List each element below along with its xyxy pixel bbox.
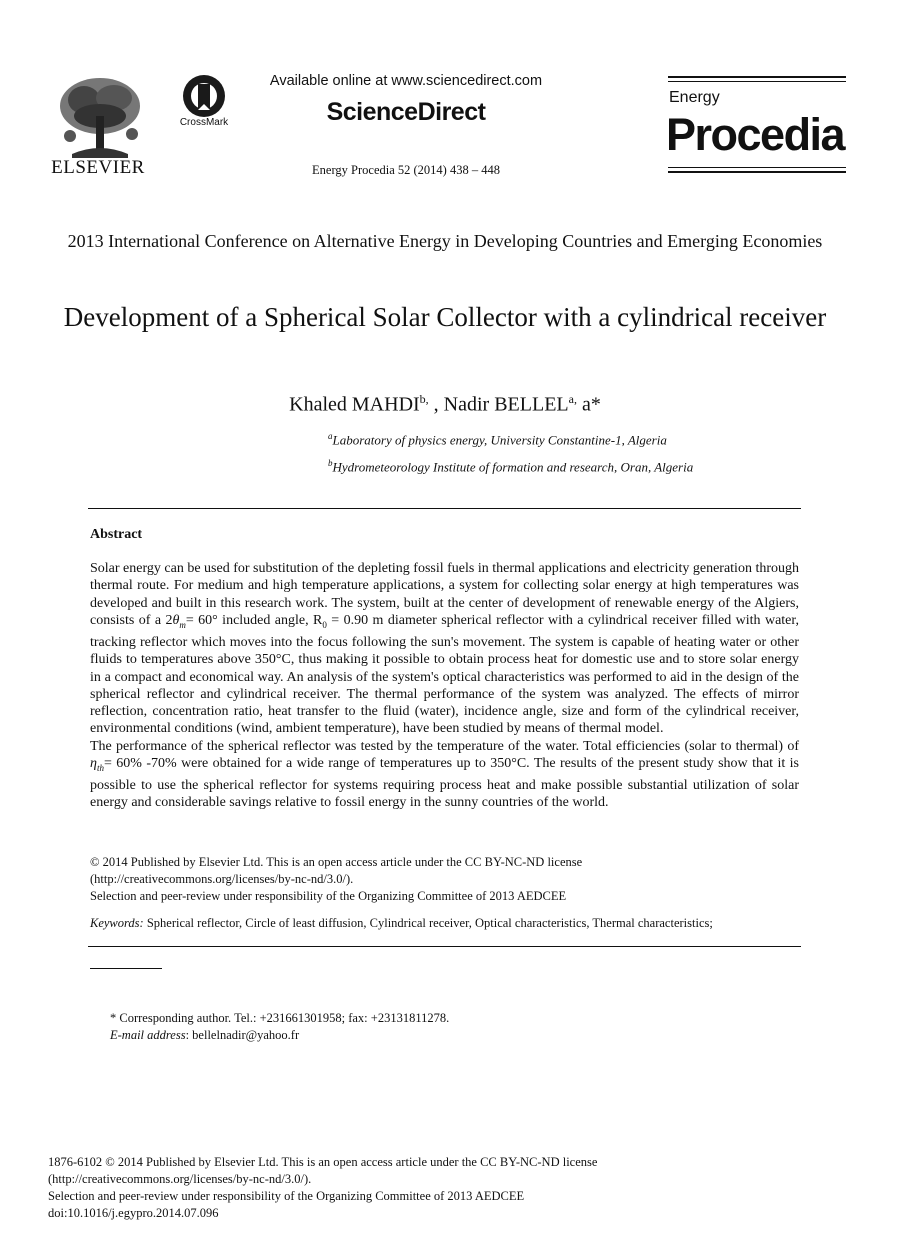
affiliation bbox=[328, 431, 667, 448]
available-online-text: Available online at www.sciencedirect.com bbox=[269, 73, 543, 89]
author-affiliation-mark: b, bbox=[419, 392, 429, 406]
keywords-label: Keywords: bbox=[90, 916, 144, 930]
theta-symbol: θ bbox=[172, 612, 180, 628]
license-link[interactable]: http://creativecommons.org/licenses/by-nc-nd/3.0/ bbox=[94, 872, 346, 886]
paren: ( bbox=[48, 1172, 53, 1186]
email-label: E-mail address bbox=[110, 1028, 186, 1042]
email-address[interactable]: : bellelnadir@yahoo.fr bbox=[185, 1028, 300, 1042]
footer-line bbox=[48, 1171, 597, 1188]
license-line: © 2014 Published by Elsevier Ltd. This is an open access article under the CC BY-NC-ND license bbox=[90, 855, 583, 869]
corresponding-author-note bbox=[110, 1010, 449, 1044]
section-divider bbox=[88, 946, 801, 947]
corresponding-contact: * Corresponding author. Tel.: +231661301958; fax: +23131811278. bbox=[110, 1011, 450, 1025]
affiliation-label: b bbox=[328, 458, 333, 468]
section-divider bbox=[88, 508, 801, 509]
footer-line: 1876-6102 © 2014 Published by Elsevier Ltd. This is an open access article under the CC BY-NC-ND license bbox=[48, 1155, 598, 1169]
license-notice bbox=[90, 854, 799, 905]
footnote-rule bbox=[90, 968, 162, 969]
corresponding-mark: a* bbox=[576, 393, 601, 416]
license-line bbox=[90, 871, 799, 888]
paper-title: Development of a Spherical Solar Collector with a cylindrical receiver bbox=[63, 302, 827, 332]
journal-logo-procedia: Procedia bbox=[666, 109, 845, 160]
license-line: Selection and peer-review under responsibility of the Organizing Committee of 2013 AEDCEE bbox=[90, 889, 567, 903]
keywords-text: Spherical reflector, Circle of least diffusion, Cylindrical receiver, Optical characteristics, Thermal characteristics; bbox=[143, 916, 713, 930]
crossmark-label: CrossMark bbox=[179, 117, 229, 128]
abstract-heading: Abstract bbox=[90, 527, 143, 542]
journal-logo-rule bbox=[668, 81, 846, 82]
abstract-text-run: = 60% -70% were obtained for a wide range of temperatures up to 350°C. The results of the present study show that it is possible to use the spherical reflector for systems requiring process heat and make possible substantial utilization of solar energy and considerable savings relative to fossil energy in the sunny countries of the world. bbox=[90, 756, 799, 811]
theta-subscript: m bbox=[179, 619, 186, 630]
affiliation-label: a bbox=[328, 431, 333, 441]
abstract-text-run: = 60° included angle, R bbox=[185, 612, 323, 628]
abstract-paragraph bbox=[90, 738, 799, 812]
affiliation bbox=[328, 458, 693, 475]
doi[interactable]: doi:10.1016/j.egypro.2014.07.096 bbox=[48, 1206, 219, 1220]
paren: ). bbox=[345, 872, 354, 886]
paren: ). bbox=[303, 1172, 312, 1186]
page-footer bbox=[48, 1154, 597, 1222]
footer-license-link[interactable]: http://creativecommons.org/licenses/by-nc-nd/3.0/ bbox=[52, 1172, 304, 1186]
eta-symbol: η bbox=[90, 756, 97, 772]
affiliation-text: Laboratory of physics energy, University Constantine-1, Algeria bbox=[332, 432, 667, 448]
abstract-paragraph bbox=[90, 560, 799, 738]
author-separator: , bbox=[428, 393, 444, 416]
abstract-text-run: Solar energy can be used for substitution of the depleting fossil fuels in thermal applications and electricity generation through thermal route. For medium and high temperature applications, a system for collecting solar energy at high temperatures was developed and built in this research work. The system, built at the center of development of renewable energy of the Algiers, consists of a 2 bbox=[90, 561, 799, 628]
author-name: Khaled MAHDI bbox=[289, 393, 420, 416]
conference-name: 2013 International Conference on Alternative Energy in Developing Countries and Emerging Economies bbox=[67, 231, 823, 251]
sciencedirect-logo[interactable]: ScienceDirect bbox=[326, 98, 486, 126]
author-list bbox=[60, 392, 830, 417]
author-affiliation-mark: a, bbox=[568, 392, 577, 406]
abstract-text-run: = 0.90 m diameter spherical reflector with a cylindrical receiver filled with water, tracking reflector which moves into the focus following the sun's movement. The system is capable of heating water or other fluids to temperatures above 350°C, thus making it possible to obtain process heat for domestic use and to store solar energy in a compact and economical way. An analysis of the system's optical characteristics was performed to aid in the design of the spherical reflector and cylindrical receiver. The thermal performance of the system was analyzed. The effects of mirror reflection, concentration ratio, heat transfer to the fluid (water), incidence angle, size and form of the cylindrical receiver, environmental conditions (wind, ambient temperature), have been studied by means of thermal model. bbox=[90, 612, 799, 737]
eta-subscript: th bbox=[96, 762, 104, 773]
journal-logo-rule bbox=[668, 167, 846, 168]
paren: ( bbox=[90, 872, 95, 886]
journal-logo-energy: Energy bbox=[669, 89, 720, 106]
journal-reference: Energy Procedia 52 (2014) 438 – 448 bbox=[312, 163, 500, 177]
abstract-text bbox=[90, 560, 799, 812]
journal-logo-rule bbox=[668, 171, 846, 173]
abstract-text-run: The performance of the spherical reflector was tested by the temperature of the water. Total efficiencies (solar to thermal) of bbox=[90, 738, 799, 754]
publisher-name: ELSEVIER bbox=[51, 157, 145, 178]
footer-line: Selection and peer-review under responsibility of the Organizing Committee of 2013 AEDCEE bbox=[48, 1189, 525, 1203]
journal-logo-rule bbox=[668, 76, 846, 78]
keywords bbox=[90, 916, 799, 931]
affiliation-text: Hydrometeorology Institute of formation and research, Oran, Algeria bbox=[332, 459, 694, 475]
corresponding-email bbox=[110, 1027, 449, 1044]
r-subscript: 0 bbox=[322, 619, 327, 630]
author-name: Nadir BELLEL bbox=[443, 393, 569, 416]
